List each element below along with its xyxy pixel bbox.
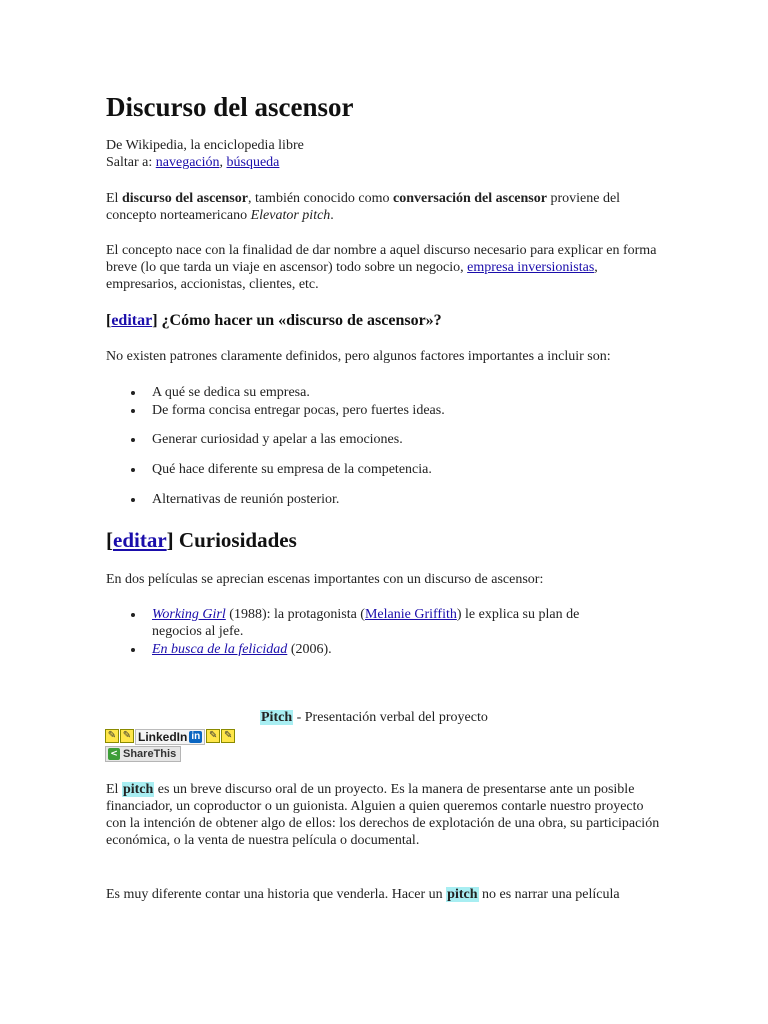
working-girl-link[interactable]: Working Girl bbox=[152, 607, 226, 622]
empresa-inversionistas-link[interactable]: empresa inversionistas bbox=[467, 260, 595, 275]
films-list bbox=[106, 606, 626, 658]
section-2-intro: En dos películas se aprecian escenas importantes con un discurso de ascensor: bbox=[106, 572, 544, 587]
section-1-intro: No existen patrones claramente definidos, pero algunos factores importantes a incluir son: bbox=[106, 349, 611, 364]
melanie-griffith-link[interactable]: Melanie Griffith bbox=[364, 607, 457, 622]
intro-paragraph: El discurso del ascensor, también conocido como conversación del ascensor proviene del concepto norteamericano Elevator pitch. bbox=[106, 191, 621, 223]
edit-pencil-icon[interactable]: ✎ bbox=[120, 729, 134, 743]
edit-link-section-1[interactable]: editar bbox=[111, 312, 153, 329]
list-item: Qué hace diferente su empresa de la competencia. bbox=[106, 461, 666, 491]
list-item: Generar curiosidad y apelar a las emociones. bbox=[106, 431, 666, 461]
share-icon: < bbox=[108, 748, 120, 760]
section-heading-curiosidades: [editar] Curiosidades bbox=[106, 528, 297, 552]
search-link[interactable]: búsqueda bbox=[226, 155, 280, 170]
list-item: A qué se dedica su empresa. bbox=[106, 384, 666, 402]
section-heading-how-to: [editar] ¿Cómo hacer un «discurso de ascensor»? bbox=[106, 312, 442, 329]
share-toolbar bbox=[105, 729, 236, 745]
pitch-paragraph-1: El pitch es un breve discurso oral de un proyecto. Es la manera de presentarse ante un posible financiador, un coproductor o un guionista. Alguien a quien queremos contarle nuestro proyecto con la intención de obtener algo de ellos: los derechos de explotación de una obra, su participación económica, o la venta de nuestra película o documental. bbox=[106, 782, 660, 848]
navigation-link[interactable]: navegación bbox=[155, 155, 220, 170]
page-title: Discurso del ascensor bbox=[106, 92, 354, 122]
list-item: En busca de la felicidad (2006). bbox=[106, 641, 626, 658]
page-subtitle: De Wikipedia, la enciclopedia libre bbox=[106, 138, 304, 153]
edit-link-section-2[interactable]: editar bbox=[113, 528, 167, 552]
sharethis-button[interactable]: < ShareThis bbox=[105, 746, 181, 762]
edit-pencil-icon[interactable]: ✎ bbox=[206, 729, 220, 743]
linkedin-logo-icon: in bbox=[191, 731, 201, 742]
pitch-heading: Pitch - Presentación verbal del proyecto bbox=[261, 710, 488, 725]
edit-pencil-icon[interactable]: ✎ bbox=[105, 729, 119, 743]
pitch-paragraph-2: Es muy diferente contar una historia que venderla. Hacer un pitch no es narrar una película bbox=[106, 887, 620, 902]
list-item: Alternativas de reunión posterior. bbox=[106, 491, 666, 509]
edit-pencil-icon[interactable]: ✎ bbox=[221, 729, 235, 743]
list-item: Working Girl (1988): la protagonista (Melanie Griffith) le explica su plan de negocios al jefe. bbox=[106, 606, 626, 641]
factors-list bbox=[106, 384, 666, 509]
list-item: De forma concisa entregar pocas, pero fuertes ideas. bbox=[106, 402, 666, 431]
jump-links: Saltar a: navegación, búsqueda bbox=[106, 155, 280, 170]
en-busca-de-la-felicidad-link[interactable]: En busca de la felicidad bbox=[152, 642, 288, 657]
linkedin-button[interactable]: LinkedIn in bbox=[135, 729, 205, 745]
concept-paragraph: El concepto nace con la finalidad de dar nombre a aquel discurso necesario para explicar en forma breve (lo que tarda un viaje en ascensor) todo sobre un negocio, empresa inversionistas, empresarios, accionistas, clientes, etc. bbox=[106, 243, 657, 292]
